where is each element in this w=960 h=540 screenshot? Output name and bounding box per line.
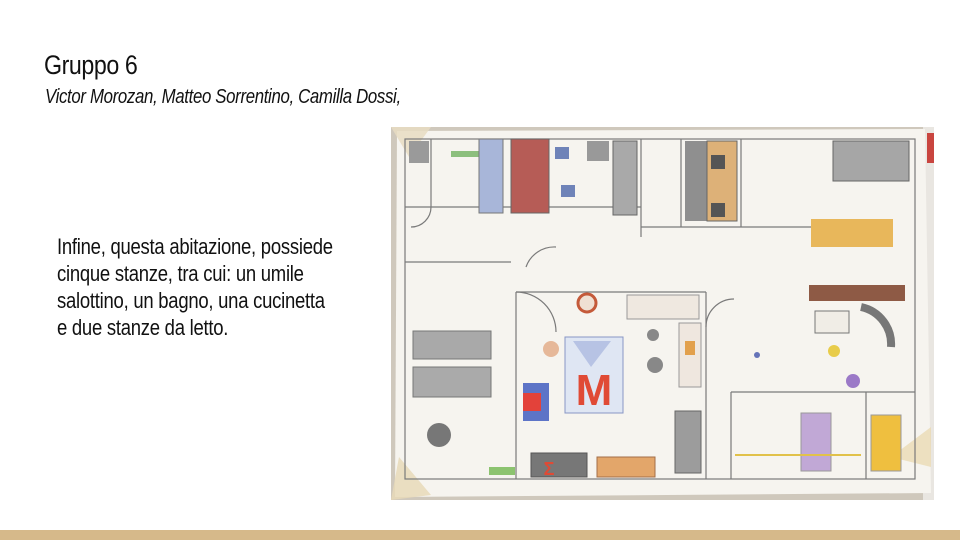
slide-title: Gruppo 6: [44, 50, 138, 80]
slide-body-text: Infine, questa abitazione, possiede cinque stanze, tra cui: un umile salottino, un bagno, una cucinetta e due stanze da letto.: [57, 234, 333, 340]
slide-subtitle: Victor Morozan, Matteo Sorrentino, Camilla Dossi,: [45, 86, 401, 108]
footer-bar: [0, 530, 960, 540]
drawing-letter-m: M: [575, 366, 613, 415]
drawing-letter-sigma: Σ: [543, 459, 555, 479]
floor-plan-photo: [391, 127, 934, 500]
